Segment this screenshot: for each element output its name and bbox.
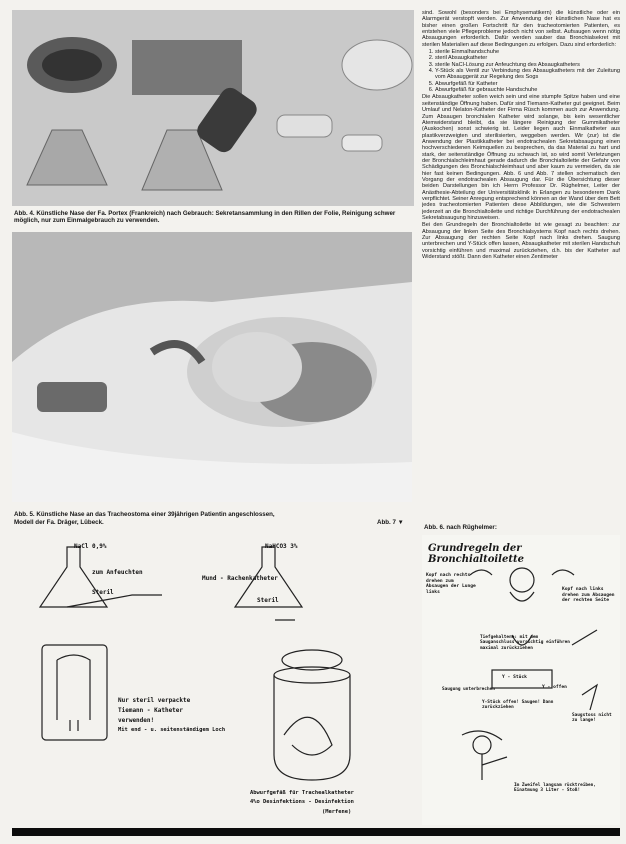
article-body: Die Absaugkatheter sollen weich sein und eine stumpfe Spitze haben und eine seitenständige Öffnung haben. Dafür sind Tiemann-Katheter gut geeignet. Beim Umlauf und Nelaton-Katheter der Firma Rüsch kommen auch zur Anwendung. Zum Absaugen bronchialen Katheter wird solange, bis kein wesentlicher Atemwiderstand bleibt, da sie längere Reinigung der Gummikatheter (Auskochen) sonst schwierig ist. Leider liegen auch Einmalkatheter aus plastikverzweigten und sterilisierten, weggeben werden. Wir (zur) ist die Anwendung der Plastikkatheter bei endotrachealen Sekretabsaugung einen hochverschiedenen Keimquellen zu besprechen, da das Material zu hart und stark, der seitenständige Öffnung zu schwach ist, so wird somit Verletzungen der Bronchialschleimhaut gerade dadurch die Bronchialtoilette der Gefahr von Schädigungen des Bronchialschleimhaut und aber kaum zu vermeiden, da sie hier fast keinen Bedingungen. Abb. 6 und Abb. 7 stellen schematisch den Vorgang der endotrachealen Absaugung dar. Für die Übersichtung dieser beiden Darstellungen bin ich Herrn Professor Dr. Rüghelmer, Leiter der Anästhesie-Abteilung der Universitätsklinik in Erlangen zu besonderem Dank verpflichtet. Seiner Anregung entsprechend können an der Wand über dem Bett jedes tracheotomierten Patienten diese Abbildungen, wie die Schwestern jederzeit an die Bronchialtoilette und richtige Durchführung der endotrachealen Sekretabsaugung hinzuweisen. (422, 94, 620, 221)
figure-7-reference: Abb. 7 ▼ (377, 519, 404, 526)
figure-6-title: Grundregeln der Bronchialtoilette (428, 543, 524, 565)
figure-4-caption: Abb. 4. Künstliche Nase der Fa. Portex (Frankreich) nach Gebrauch: Sekretansammlung in den Rillen der Folie, Reinigung schwer möglich, nur zum Einmalgebrauch zu verwenden. (14, 210, 396, 225)
fig6-label-center: Tiefgehaltene: mit dem Sauganschluss vorsichtig einführen maximal zurückziehen (480, 635, 570, 651)
equipment-item: 2. steril Absaugkatheter (435, 55, 620, 61)
nahco3-label: NaHCO3 3% (265, 543, 298, 550)
steril-label-2: Steril (257, 597, 279, 604)
jar-label-2: 4%o Desinfektions - Desinfektion (250, 799, 354, 805)
figure-4-illustration (12, 10, 414, 206)
equipment-item: 1. sterile Einmalhandschuhe (435, 49, 620, 55)
article-body-continued: Bei den Grundregeln der Bronchialtoilette ist wie gesagt zu beachten: zur Absaugung der linken Seite des Bronchialsystems Kopf nach rechts drehen. Zur Absaugung der rechten Seite Kopf nach links drehen. Saugung unterbrechen und Y-Stück offen lassen, Absaugkatheter mit sterilen Handschuh vorsichtig einführen und maximal zurückziehen, d.h. bis der Katheter auf Widerstand stößt. Dann den Katheter einen Zentimeter (422, 222, 620, 261)
figure-5-photo (12, 232, 412, 502)
fig6-label-right: Kopf nach links drehen zum Absaugen der rechten Seite (562, 587, 615, 603)
catheter-note-1: Nur steril verpackte (118, 697, 191, 704)
jar-label-1: Abwurfgefäß für Trachealkatheter (250, 790, 354, 796)
fig6-step-interrupt: Saugung unterbrechen (442, 687, 495, 692)
mund-rachen-label: Mund - Rachenkatheter (202, 575, 278, 582)
fig6-label-bottom: Im Zweifel langsam rücktreiben, Einatmung 3 Liter - Stoß! (514, 783, 596, 794)
steril-label-1: Steril (92, 589, 114, 596)
catheter-note-2: Tiemann - Katheter (118, 707, 184, 714)
nacl-label: NaCl 0,9% (74, 543, 107, 550)
figure-4-photo (12, 10, 414, 206)
equipment-item: 6. Abwurfgefäß für gebrauchte Handschuhe (435, 87, 620, 93)
equipment-item: 3. sterile NaCl-Lösung zur Anfeuchtung des Absaugkatheters (435, 62, 620, 68)
figure-5-caption-line1: Abb. 5. Künstliche Nase an das Tracheostoma einer 39jährigen Patientin angeschlossen, (14, 511, 275, 518)
article-intro: sind. Sowohl (besonders bei Emphysematikern) die künstliche oder ein Alarmgerät verstopft werden. Zur Anwendung der künstlichen Nase hat es bisher einen großen Fortschritt für den tracheotomierten Patienten, es entstehen viele Pflegeprobleme jedoch nicht von selbst. Aufsaugen wenn nötig Absaugungen erforderlich. Dafür werden sauber das Bronchialsekret mit sterilen Materialien auf diese Bedingungen zu erfolgen. Dazu sind erforderlich: (422, 10, 620, 48)
fig6-step-y: Y - Stück (502, 675, 527, 680)
article-text-column (422, 10, 620, 522)
jar-label-3: (Merfene) (322, 809, 352, 815)
figure-6-diagram (422, 535, 620, 825)
catheter-note-3: verwenden! (118, 717, 155, 724)
anfeuchten-label: zum Anfeuchten (92, 569, 143, 576)
catheter-note-4: Mit end - u. seitenständigem Loch (118, 727, 226, 733)
page-bottom-border (12, 828, 620, 836)
fig6-label-saugstoss: Saugstoss nicht zu lange! (572, 713, 612, 724)
figure-6-caption: Abb. 6. nach Rüghelmer: (424, 524, 497, 531)
figure-7-drawing-area (12, 535, 412, 825)
fig6-step-open: Y - offen (542, 685, 567, 690)
equipment-list (422, 49, 620, 93)
figure-5-illustration (12, 232, 412, 502)
equipment-item: 5. Abwurfgefäß für Katheter (435, 81, 620, 87)
equipment-item: 4. Y-Stück als Ventil zur Verbindung des Absaugkatheters mit der Zuleitung vom Absauggerät zur Regelung des Sogs (435, 68, 620, 81)
fig6-label-left: Kopf nach rechts drehen zum Absaugen der Lunge links (426, 573, 476, 595)
figure-5-caption-line2: Modell der Fa. Dräger, Lübeck. (14, 519, 104, 526)
fig6-label-yopen: Y-Stück offen! Saugen! Dann zurückziehen (482, 700, 554, 711)
